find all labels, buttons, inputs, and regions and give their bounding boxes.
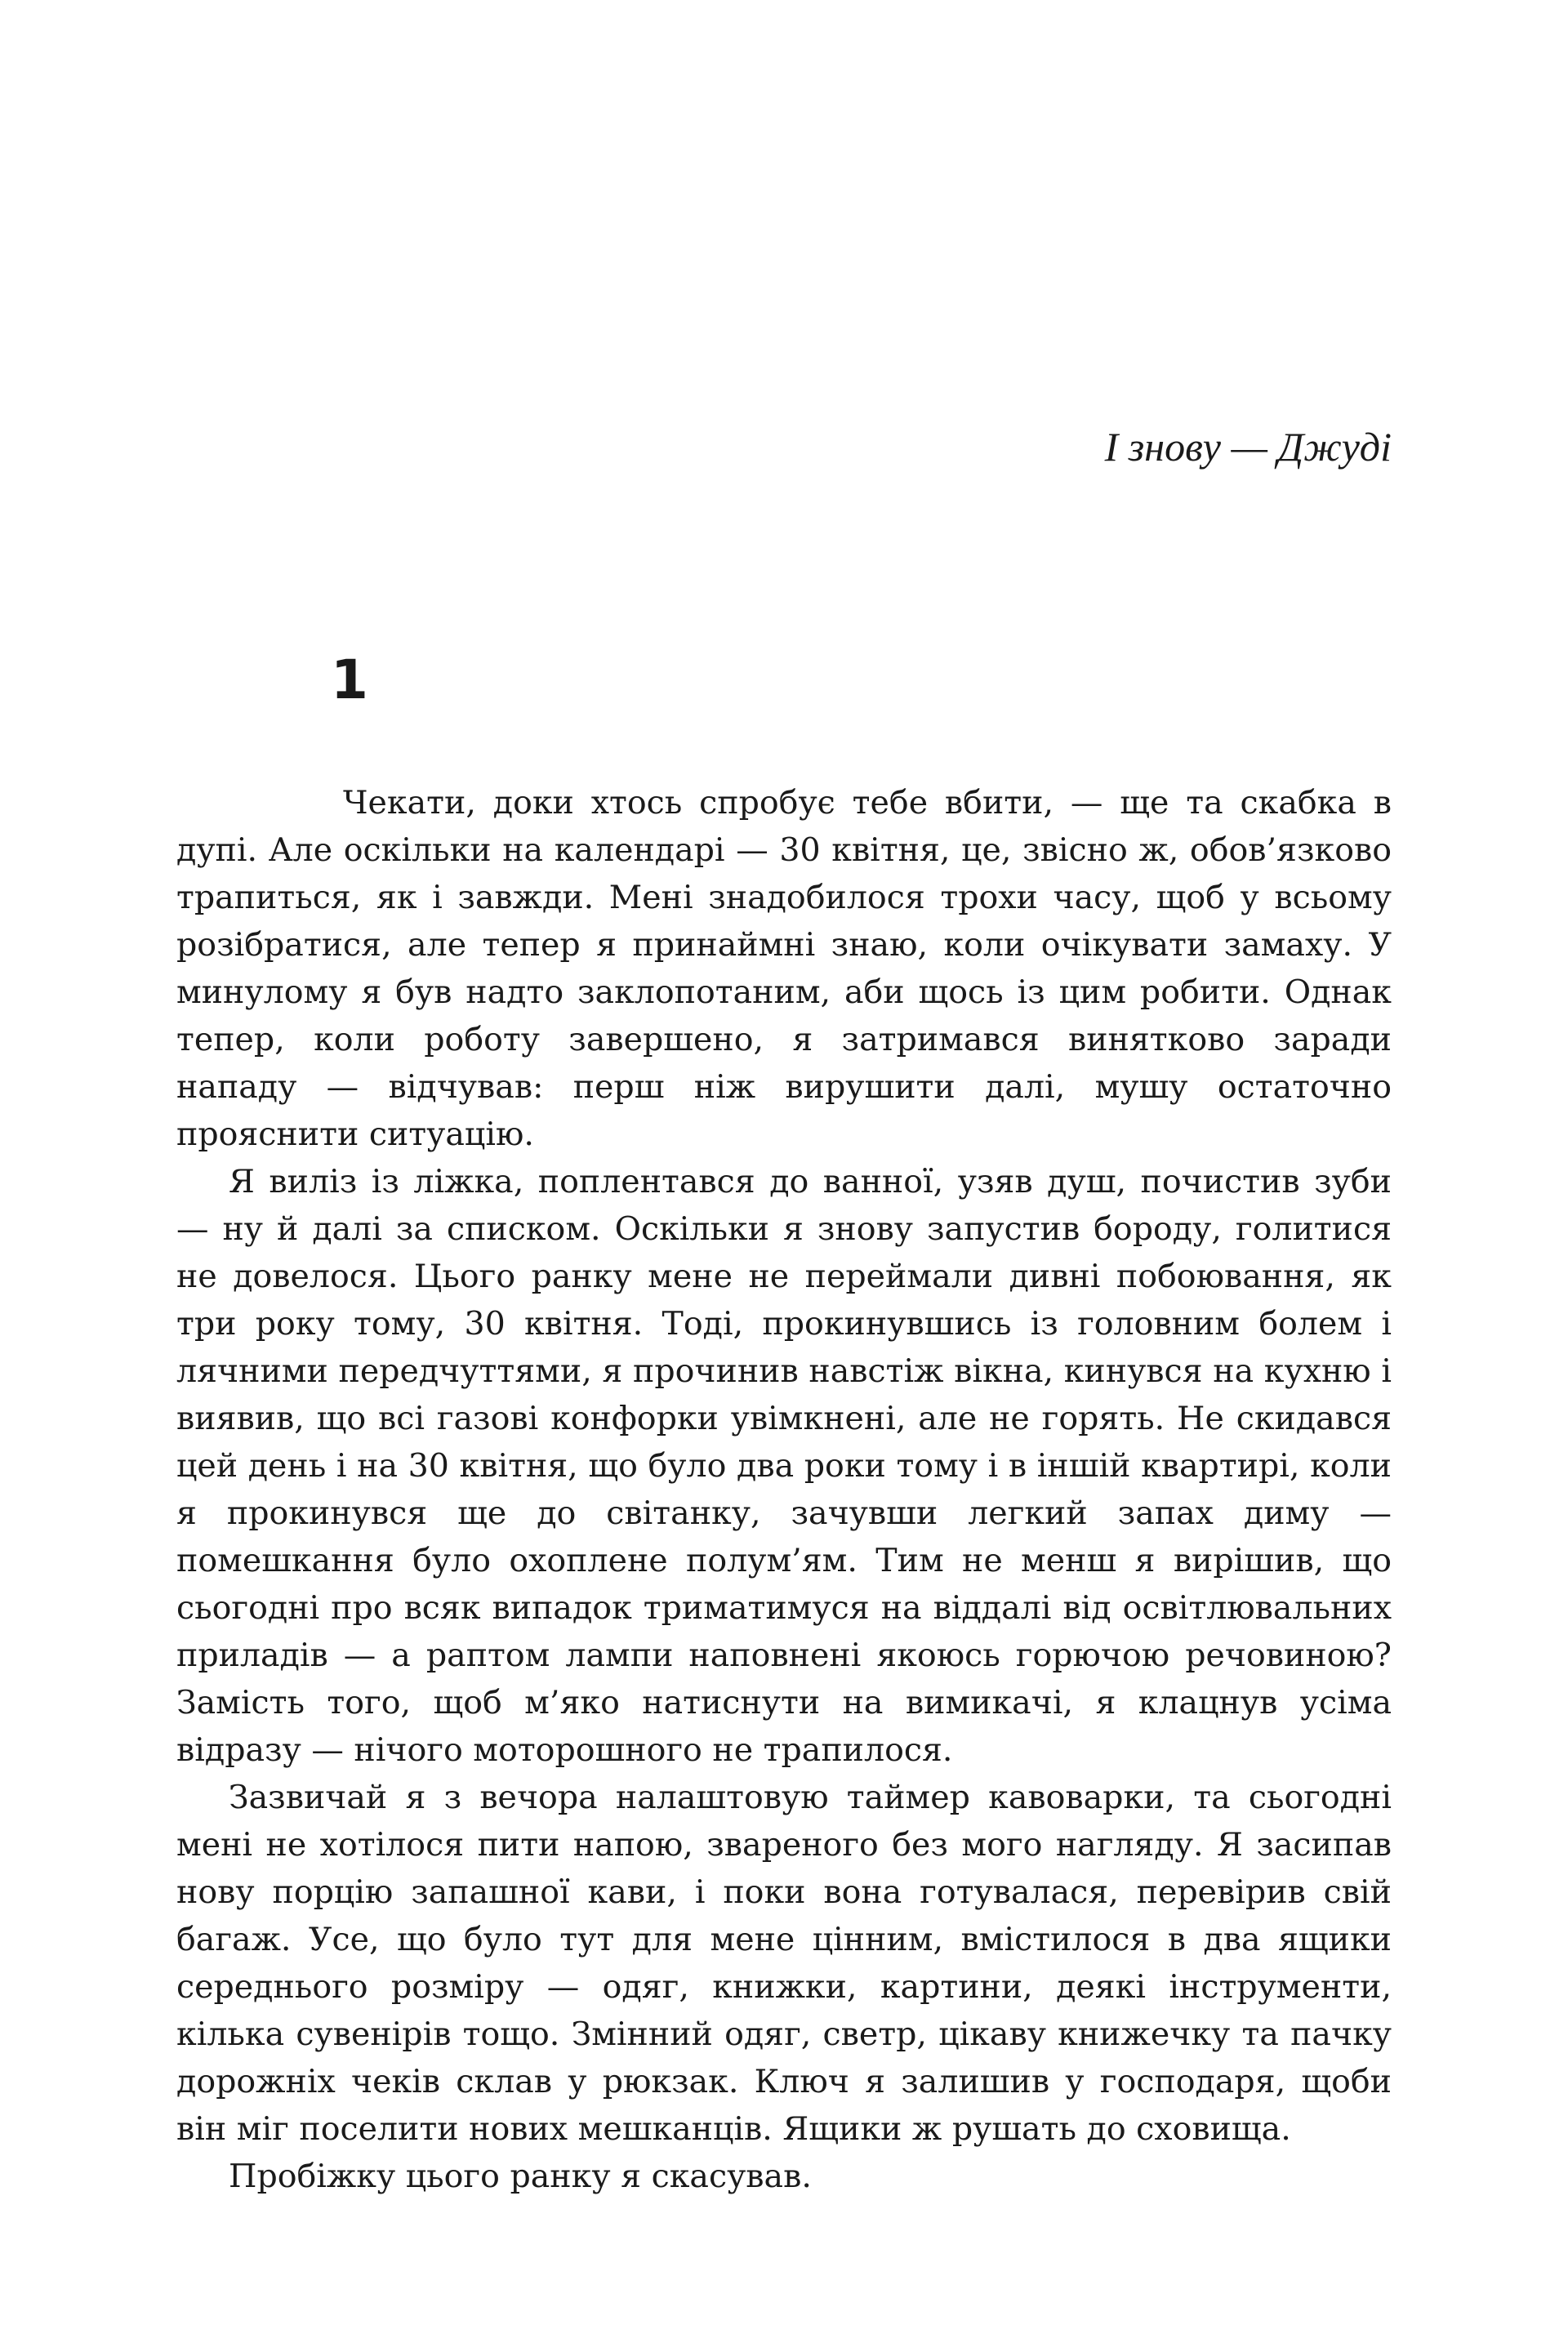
paragraph-2: Я виліз із ліжка, поплентався до ванної, узяв душ, почистив зуби — ну й далі за списком. Оскільки я знову запустив бороду, голитися не довелося. Цього ранку мене не переймали дивні побоювання, як три року тому, 30 квітня. Тоді, прокинувшись із головним болем і лячними передчуттями, я прочинив навстіж вікна, кинувся на кухню і виявив, що всі газові конфорки увімкнені, але не горять. Не скидався цей день і на 30 квітня, що було два роки тому і в іншій квартирі, коли я прокинувся ще до світанку, зачувши легкий запах диму — помешкання було охоплене полум’ям. Тим не менш я вирішив, що сьогодні про всяк випадок триматимуся на віддалі від освітлювальних приладів — а раптом лампи наповнені якоюсь горючою речовиною? Замість того, щоб м’яко натиснути на вимикачі, я клацнув усіма відразу — нічого моторошного не трапилося. — [176, 1163, 1392, 1769]
paragraph-3: Зазвичай я з вечора налаштовую таймер кавоварки, та сьогодні мені не хотілося пити напою, звареного без мого нагляду. Я засипав нову порцію запашної кави, і поки вона готувалася, перевірив свій багаж. Усе, що було тут для мене цінним, вмістилося в два ящики середнього розміру — одяг, книжки, картини, деякі інструменти, кілька сувенірів тощо. Змінний одяг, светр, цікаву книжечку та пачку дорожніх чеків склав у рюкзак. Ключ я залишив у господаря, щоби він міг поселити нових мешканців. Ящики ж рушать до сховища. — [176, 1779, 1392, 2148]
chapter-body — [176, 779, 1392, 2200]
paragraph-4: Пробіжку цього ранку я скасував. — [229, 2158, 812, 2195]
dedication: І знову — Джуді — [1104, 424, 1392, 470]
paragraph-1: Чекати, доки хтось спробує тебе вбити, — ще та скабка в дупі. Але оскільки на календарі — 30 квітня, це, звісно ж, обов’язково трапиться, як і завжди. Мені знадобилося трохи часу, щоб у всьому розібратися, але тепер я принаймні знаю, коли очікувати замаху. У минулому я був надто заклопотаним, аби щось із цим робити. Однак тепер, коли роботу завершено, я затримався винятково заради нападу — відчував: перш ніж вирушити далі, мушу остаточно прояснити ситуацію. — [176, 784, 1392, 1153]
chapter-number: 1 — [331, 648, 368, 711]
